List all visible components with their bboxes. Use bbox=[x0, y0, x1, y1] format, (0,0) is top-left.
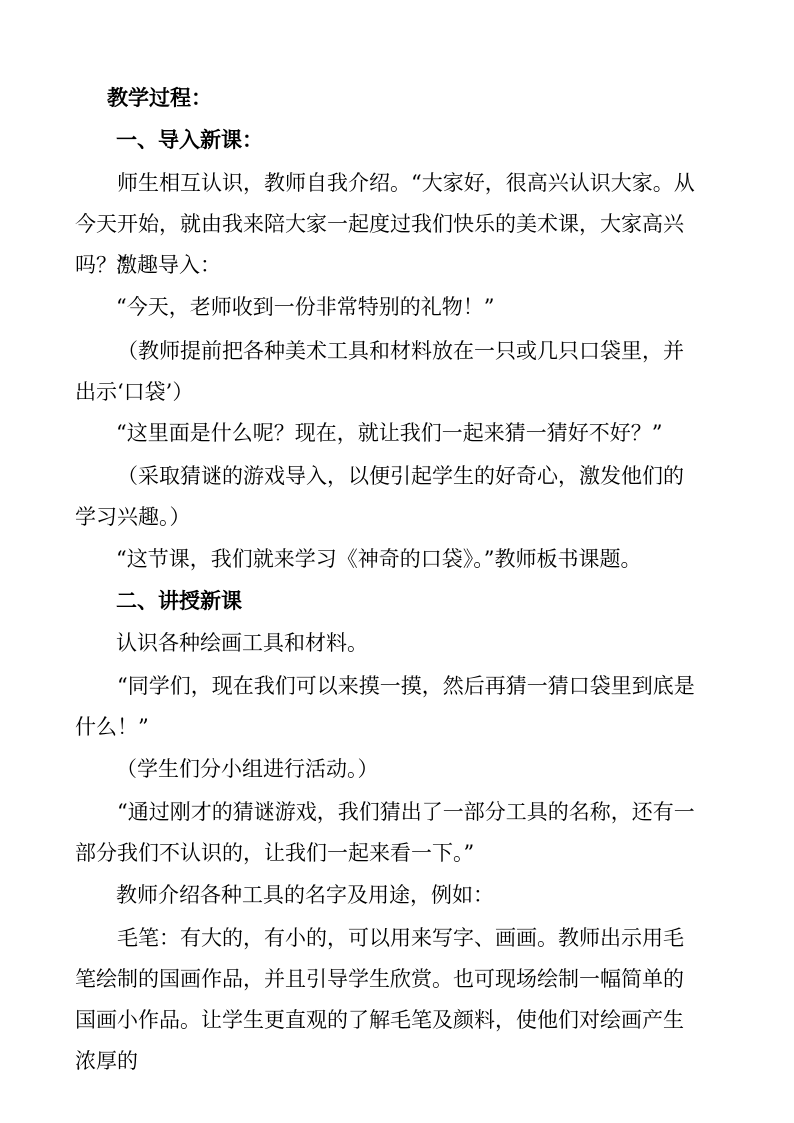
section-1-title: 一、导入新课： bbox=[116, 128, 263, 152]
quote-guess: “这里面是什么呢？现在，就让我们一起来猜一猜好不好？” bbox=[116, 421, 663, 445]
paragraph-tools: 认识各种绘画工具和材料。 bbox=[116, 631, 368, 655]
paragraph-brush: 毛笔：有大的，有小的，可以用来写字、画画。教师出示用毛笔绘制的国画作品，并且引导学生欣赏。也可现场绘制一幅简单的国画小作品。让学生更直观的了解毛笔及颜料，使他们对绘画产生浓厚的 bbox=[75, 926, 684, 1073]
label-interest-intro: 激趣导入： bbox=[116, 253, 221, 277]
paragraph-intro: 师生相互认识，教师自我介绍。“大家好，很高兴认识大家。从今天开始，就由我来陪大家一起度过我们快乐的美术课，大家高兴吗？” bbox=[75, 171, 695, 277]
quote-gift: “今天，老师收到一份非常特别的礼物！” bbox=[116, 295, 495, 319]
paragraph-groups: （学生们分小组进行活动。） bbox=[116, 757, 379, 781]
quote-lesson-title: “这节课，我们就来学习《神奇的口袋》。”教师板书课题。 bbox=[116, 547, 642, 571]
quote-riddle: “通过刚才的猜谜游戏，我们猜出了一部分工具的名称，还有一部分我们不认识的，让我们一起来看一下。” bbox=[75, 800, 695, 865]
paragraph-game: （采取猜谜的游戏导入，以便引起学生的好奇心，激发他们的学习兴趣。） bbox=[75, 464, 684, 529]
paragraph-bag: （教师提前把各种美术工具和材料放在一只或几只口袋里，并出示‘口袋’） bbox=[75, 339, 684, 404]
quote-touch: “同学们，现在我们可以来摸一摸，然后再猜一猜口袋里到底是什么！” bbox=[75, 674, 695, 739]
paragraph-explain: 教师介绍各种工具的名字及用途，例如： bbox=[116, 883, 494, 907]
section-2-title: 二、讲授新课 bbox=[116, 589, 242, 613]
teaching-process-heading: 教学过程： bbox=[107, 86, 212, 110]
